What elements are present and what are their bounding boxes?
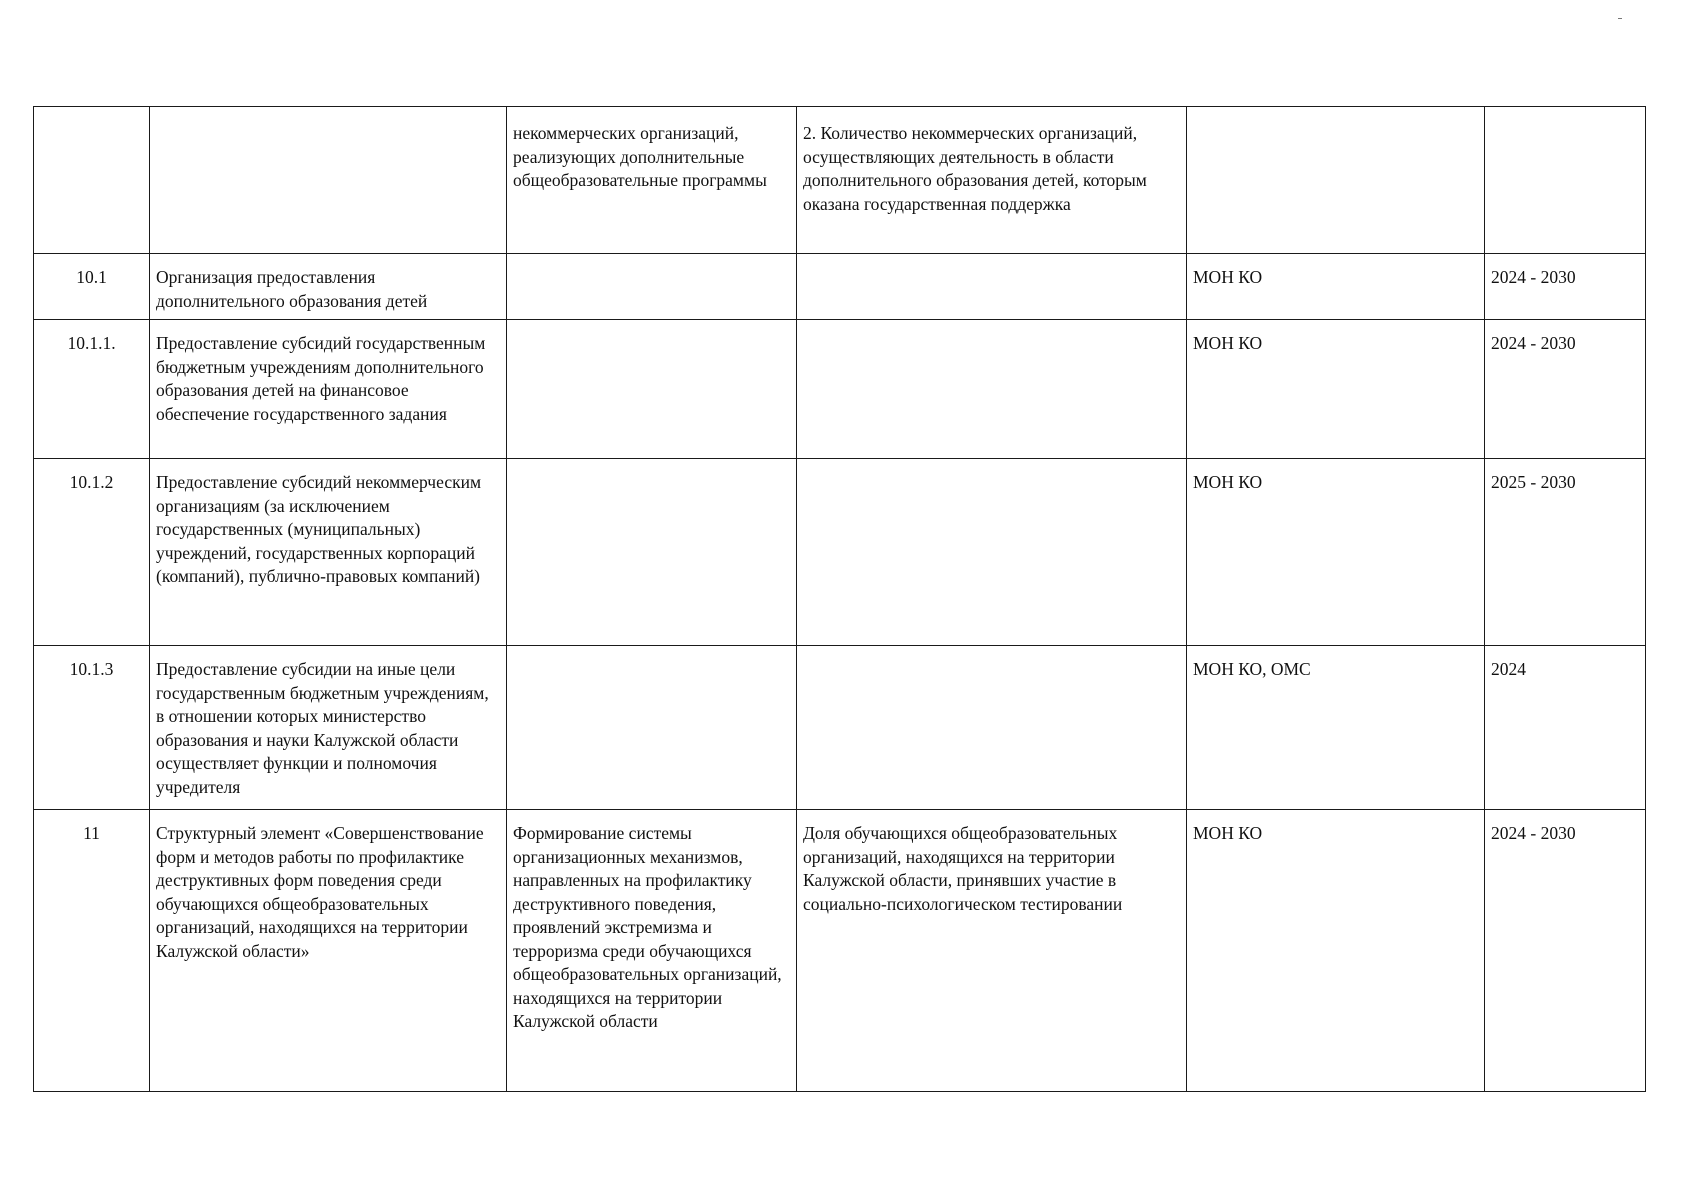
row-number bbox=[34, 107, 150, 254]
row-responsible: МОН КО bbox=[1187, 254, 1485, 320]
row-indicator bbox=[797, 646, 1187, 810]
row-indicator bbox=[797, 320, 1187, 459]
row-name: Предоставление субсидии на иные цели государственным бюджетным учреждениям, в отношении которых министерство образования и науки Калужской области осуществляет функции и полномочия учредителя bbox=[150, 646, 507, 810]
table-row bbox=[34, 459, 1646, 646]
row-period: 2024 - 2030 bbox=[1485, 320, 1646, 459]
row-task bbox=[507, 254, 797, 320]
table-row bbox=[34, 646, 1646, 810]
row-number: 10.1.2 bbox=[34, 459, 150, 646]
program-table bbox=[33, 106, 1646, 1092]
row-task: Формирование системы организационных механизмов, направленных на профилактику деструктивного поведения, проявлений экстремизма и терроризма среди обучающихся общеобразовательных организаций, находящихся на территории Калужской области bbox=[507, 810, 797, 1092]
table-row bbox=[34, 107, 1646, 254]
row-name: Организация предоставления дополнительного образования детей bbox=[150, 254, 507, 320]
table-row bbox=[34, 254, 1646, 320]
row-task bbox=[507, 459, 797, 646]
row-number: 10.1 bbox=[34, 254, 150, 320]
row-period: 2024 bbox=[1485, 646, 1646, 810]
row-name: Предоставление субсидий государственным бюджетным учреждениям дополнительного образования детей на финансовое обеспечение государственного задания bbox=[150, 320, 507, 459]
row-period bbox=[1485, 107, 1646, 254]
row-period: 2024 - 2030 bbox=[1485, 254, 1646, 320]
row-responsible: МОН КО bbox=[1187, 459, 1485, 646]
row-name: Структурный элемент «Совершенствование форм и методов работы по профилактике деструктивных форм поведения среди обучающихся общеобразовательных организаций, находящихся на территории Калужской области» bbox=[150, 810, 507, 1092]
row-indicator: 2. Количество некоммерческих организаций, осуществляющих деятельность в области дополнительного образования детей, которым оказана государственная поддержка bbox=[797, 107, 1187, 254]
scan-mark bbox=[1618, 18, 1622, 19]
table-row bbox=[34, 810, 1646, 1092]
row-responsible: МОН КО bbox=[1187, 810, 1485, 1092]
row-period: 2025 - 2030 bbox=[1485, 459, 1646, 646]
row-indicator bbox=[797, 459, 1187, 646]
row-name: Предоставление субсидий некоммерческим организациям (за исключением государственных (муниципальных) учреждений, государственных корпораций (компаний), публично-правовых компаний) bbox=[150, 459, 507, 646]
row-indicator: Доля обучающихся общеобразовательных организаций, находящихся на территории Калужской области, принявших участие в социально-психологическом тестировании bbox=[797, 810, 1187, 1092]
row-number: 10.1.3 bbox=[34, 646, 150, 810]
row-name bbox=[150, 107, 507, 254]
row-period: 2024 - 2030 bbox=[1485, 810, 1646, 1092]
row-task: некоммерческих организаций, реализующих дополнительные общеобразовательные программы bbox=[507, 107, 797, 254]
row-task bbox=[507, 646, 797, 810]
row-number: 11 bbox=[34, 810, 150, 1092]
row-responsible bbox=[1187, 107, 1485, 254]
table-row bbox=[34, 320, 1646, 459]
row-number: 10.1.1. bbox=[34, 320, 150, 459]
row-responsible: МОН КО bbox=[1187, 320, 1485, 459]
row-indicator bbox=[797, 254, 1187, 320]
row-responsible: МОН КО, ОМС bbox=[1187, 646, 1485, 810]
row-task bbox=[507, 320, 797, 459]
